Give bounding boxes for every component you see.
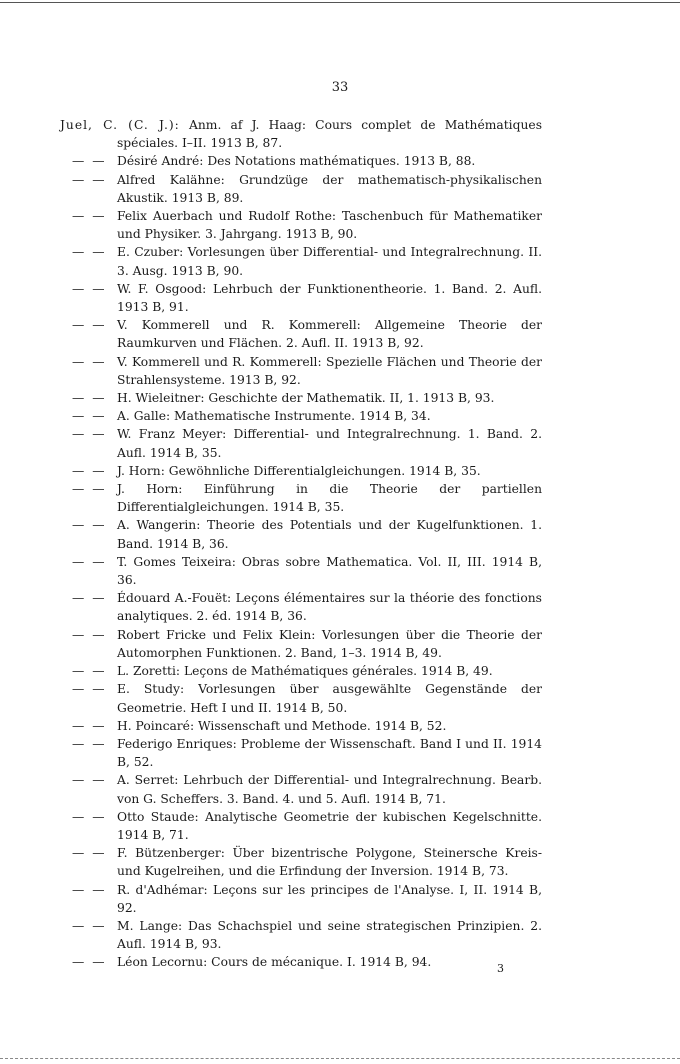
bibliography-entry: [60, 462, 542, 480]
bibliography-entry: [60, 680, 542, 716]
bibliography-entry: [60, 152, 542, 170]
bibliography-entry: [60, 735, 542, 771]
entry-text: W. Franz Meyer: Differential- und Integralrechnung. 1. Band. 2. Aufl. 1914 B, 35.: [117, 427, 542, 460]
ditto-dash: — —: [72, 554, 107, 569]
ditto-dash: — —: [72, 627, 107, 642]
bibliography-entry: [60, 516, 542, 552]
entry-text: Robert Fricke und Felix Klein: Vorlesungen über die Theorie der Automorphen Funktionen. 2. Band, 1–3. 1914 B, 49.: [117, 627, 542, 660]
bibliography-entry: [60, 844, 542, 880]
entry-text: H. Wieleitner: Geschichte der Mathematik. II, 1. 1913 B, 93.: [117, 391, 495, 406]
entry-text: E. Czuber: Vorlesungen über Differential- und Integralrechnung. II. 3. Ausg. 1913 B, 90.: [117, 245, 542, 278]
bibliography-entry: [60, 389, 542, 407]
ditto-dash: — —: [72, 882, 107, 897]
entry-text: J. Horn: Einführung in die Theorie der partiellen Differentialgleichungen. 1914 B, 35.: [117, 482, 542, 515]
bibliography-entry: [60, 553, 542, 589]
ditto-dash: — —: [72, 809, 107, 824]
ditto-dash: — —: [72, 682, 107, 697]
entry-text: Alfred Kalähne: Grundzüge der mathematisch-physikalischen Akustik. 1913 B, 89.: [117, 172, 542, 205]
ditto-dash: — —: [72, 718, 107, 733]
entry-text: Felix Auerbach und Rudolf Rothe: Taschenbuch für Mathematiker und Physiker. 3. Jahrgang. 1913 B, 90.: [117, 209, 542, 242]
entry-text: V. Kommerell und R. Kommerell: Spezielle Flächen und Theorie der Strahlensysteme. 1913 B, 92.: [117, 354, 542, 387]
entry-text: W. F. Osgood: Lehrbuch der Funktionentheorie. 1. Band. 2. Aufl. 1913 B, 91.: [117, 281, 542, 315]
entry-text: E. Study: Vorlesungen über ausgewählte Gegenstände der Geometrie. Heft I und II. 1914 B, 50.: [117, 682, 542, 715]
bibliography-entry: [60, 480, 542, 516]
entry-text: V. Kommerell und R. Kommerell: Allgemeine Theorie der Raumkurven und Flächen. 2. Aufl. II. 1913 B, 92.: [117, 318, 542, 351]
entry-text: A. Wangerin: Theorie des Potentials und der Kugelfunktionen. 1. Band. 1914 B, 36.: [117, 518, 542, 551]
bibliography-entry: [60, 353, 542, 389]
entry-text: M. Lange: Das Schachspiel und seine strategischen Prinzipien. 2. Aufl. 1914 B, 93.: [117, 918, 542, 952]
entry-author: Juel, C. (C. J.):: [60, 118, 180, 132]
entry-text: Anm. af J. Haag: Cours complet de Mathématiques spéciales. I–II. 1913 B, 87.: [117, 118, 542, 151]
ditto-dash: — —: [72, 409, 107, 424]
ditto-dash: — —: [72, 281, 107, 296]
bibliography-entry-first: [60, 116, 542, 152]
ditto-dash: — —: [72, 773, 107, 788]
entry-text: R. d'Adhémar: Leçons sur les principes de l'Analyse. I, II. 1914 B, 92.: [117, 882, 542, 915]
entry-text: Désiré André: Des Notations mathématiques. 1913 B, 88.: [117, 154, 476, 169]
top-edge-rule: [0, 2, 680, 3]
ditto-dash: — —: [72, 591, 107, 606]
ditto-dash: — —: [72, 736, 107, 751]
entry-text: J. Horn: Gewöhnliche Differentialgleichungen. 1914 B, 35.: [117, 463, 481, 478]
entry-text: T. Gomes Teixeira: Obras sobre Mathematica. Vol. II, III. 1914 B, 36.: [117, 554, 542, 588]
bibliography-entry: [60, 316, 542, 352]
ditto-dash: — —: [72, 209, 107, 224]
bibliography-entry: [60, 407, 542, 425]
ditto-dash: — —: [72, 318, 107, 333]
bibliography-entry: [60, 626, 542, 662]
entry-text: A. Galle: Mathematische Instrumente. 1914 B, 34.: [117, 409, 431, 424]
bibliography-entry: [60, 881, 542, 917]
ditto-dash: — —: [72, 245, 107, 260]
ditto-dash: — —: [72, 482, 107, 497]
ditto-dash: — —: [72, 154, 107, 169]
bottom-edge-rule: [0, 1058, 680, 1059]
ditto-dash: — —: [72, 172, 107, 187]
ditto-dash: — —: [72, 463, 107, 478]
entry-text: L. Zoretti: Leçons de Mathématiques générales. 1914 B, 49.: [117, 664, 493, 679]
bibliography-entry: [60, 917, 542, 953]
ditto-dash: — —: [72, 918, 107, 933]
bibliography-entry: [60, 771, 542, 807]
bibliography-entry: [60, 280, 542, 316]
ditto-dash: — —: [72, 664, 107, 679]
bibliography-entry: [60, 425, 542, 461]
bibliography-entry: [60, 717, 542, 735]
page-number: 33: [331, 80, 349, 95]
ditto-dash: — —: [72, 354, 107, 369]
ditto-dash: — —: [72, 427, 107, 442]
entry-text: Léon Lecornu: Cours de mécanique. I. 1914 B, 94.: [117, 955, 432, 970]
bibliography-entry: [60, 243, 542, 279]
printer-signature: 3: [497, 962, 504, 975]
bibliography-entry: [60, 953, 542, 971]
bibliography-entry: [60, 662, 542, 680]
ditto-dash: — —: [72, 955, 107, 970]
entry-text: H. Poincaré: Wissenschaft und Methode. 1914 B, 52.: [117, 718, 447, 733]
bibliography-entry: [60, 207, 542, 243]
ditto-dash: — —: [72, 846, 107, 861]
entry-text: A. Serret: Lehrbuch der Differential- und Integralrechnung. Bearb. von G. Scheffers. 3. Band. 4. und 5. Aufl. 1914 B, 71.: [117, 773, 542, 806]
bibliography-entry: [60, 589, 542, 625]
entry-text: F. Bützenberger: Über bizentrische Polygone, Steinersche Kreis- und Kugelreihen, und die Erfindung der Inversion. 1914 B, 73.: [117, 846, 542, 879]
ditto-dash: — —: [72, 391, 107, 406]
bibliography-entry: [60, 808, 542, 844]
entry-text: Otto Staude: Analytische Geometrie der kubischen Kegelschnitte. 1914 B, 71.: [117, 809, 542, 842]
bibliography-entry: [60, 171, 542, 207]
entry-text: Édouard A.-Fouët: Leçons élémentaires sur la théorie des fonctions analytiques. 2. éd. 1914 B, 36.: [117, 591, 542, 624]
bibliography-list: [60, 116, 542, 972]
entry-text: Federigo Enriques: Probleme der Wissenschaft. Band I und II. 1914 B, 52.: [117, 736, 542, 770]
ditto-dash: — —: [72, 518, 107, 533]
